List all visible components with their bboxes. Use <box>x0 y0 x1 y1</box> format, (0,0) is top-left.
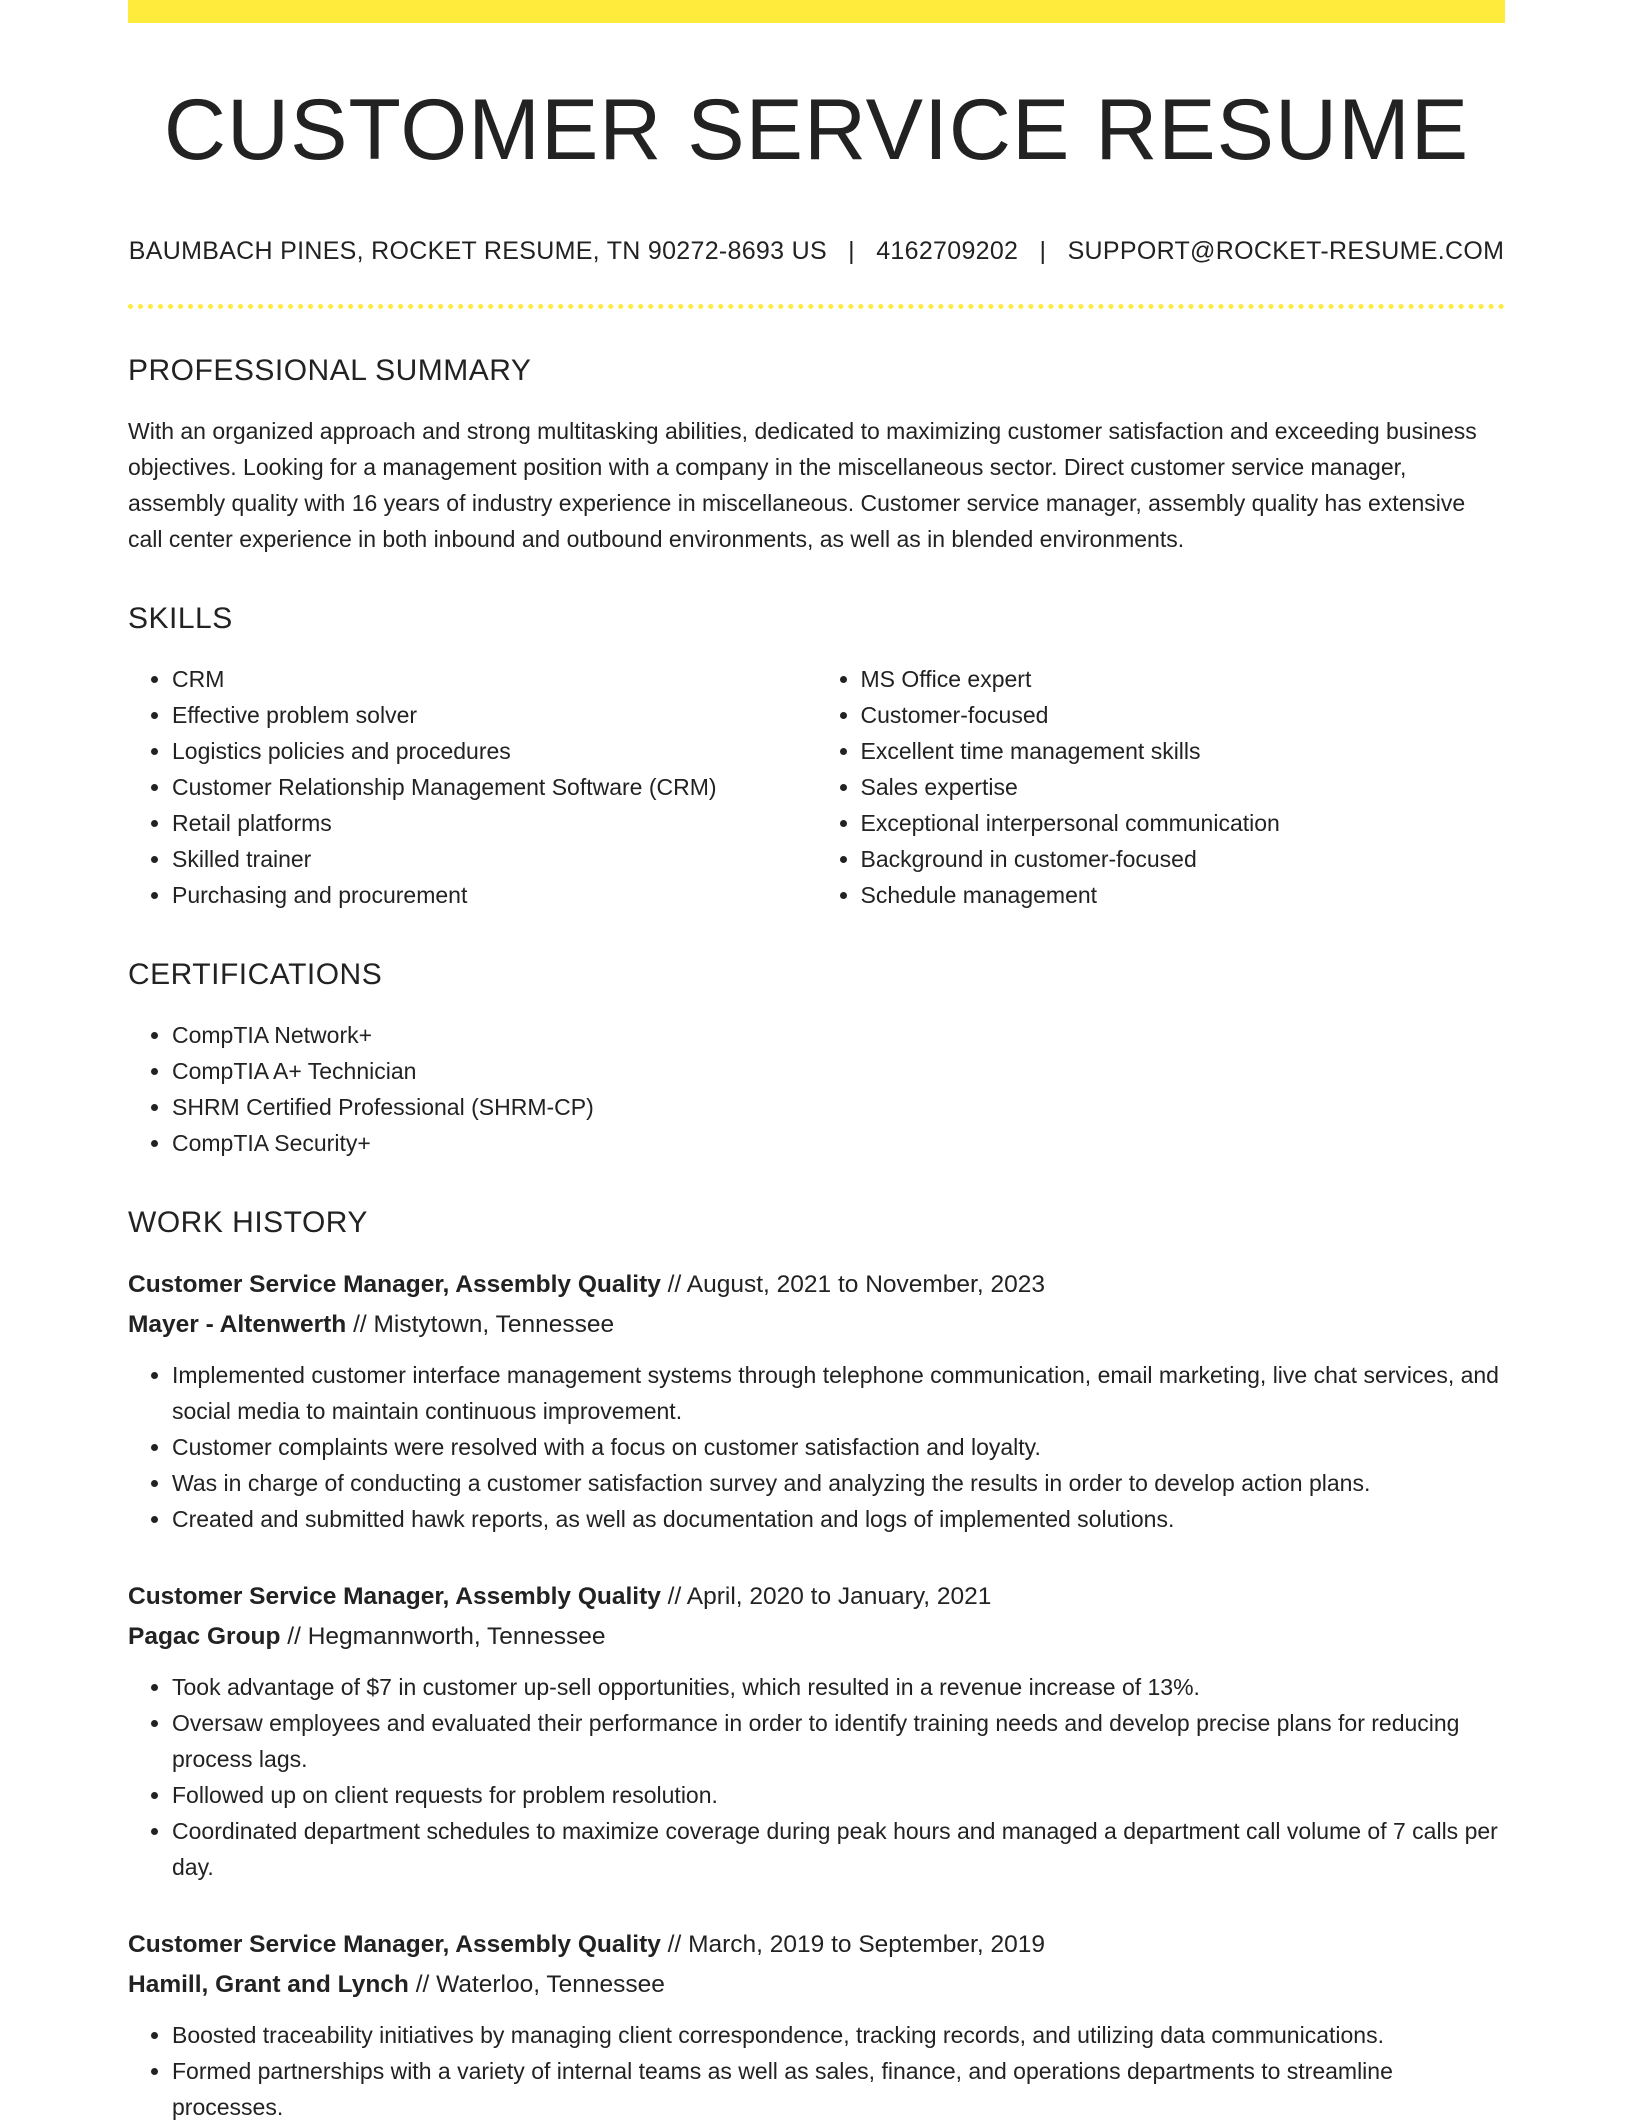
contact-separator: | <box>848 236 855 265</box>
top-accent-bar <box>128 0 1505 23</box>
job-dates: // April, 2020 to January, 2021 <box>660 1582 992 1610</box>
job-title-line <box>128 1577 1505 1617</box>
job-bullets <box>128 2017 1505 2125</box>
job-bullets <box>128 1669 1505 1885</box>
skill-item: • Sales expertise <box>861 769 1506 805</box>
job-bullets <box>128 1357 1505 1537</box>
job-bullet: • Formed partnerships with a variety of internal teams as well as sales, finance, and operations departments to streamline processes. <box>172 2053 1505 2125</box>
dotted-divider <box>128 304 1505 309</box>
skills-list-right <box>817 661 1506 913</box>
job-location: // Hegmannworth, Tennessee <box>280 1622 606 1650</box>
skill-item: • Skilled trainer <box>172 841 817 877</box>
skill-item: • CRM <box>172 661 817 697</box>
summary-text: With an organized approach and strong multitasking abilities, dedicated to maximizing customer satisfaction and exceeding business objectives. Looking for a management position with a company in the miscellaneous sector. Direct customer service manager, assembly quality with 16 years of industry experience in miscellaneous. Customer service manager, assembly quality has extensive call center experience in both inbound and outbound environments, as well as in blended environments. <box>128 417 1477 552</box>
job-bullet: • Oversaw employees and evaluated their performance in order to identify training needs and develop precise plans for reducing process lags. <box>172 1705 1505 1777</box>
job-bullet: • Was in charge of conducting a customer satisfaction survey and analyzing the results in order to develop action plans. <box>172 1465 1505 1501</box>
job-bullet: • Implemented customer interface management systems through telephone communication, email marketing, live chat services, and social media to maintain continuous improvement. <box>172 1357 1505 1429</box>
resume-title: CUSTOMER SERVICE RESUME <box>163 82 1470 178</box>
certification-item: • CompTIA A+ Technician <box>172 1053 1505 1089</box>
certifications-heading: CERTIFICATIONS <box>128 957 383 991</box>
skills-columns <box>128 661 1505 913</box>
skill-item: • Effective problem solver <box>172 697 817 733</box>
job-title: Customer Service Manager, Assembly Quality <box>128 1270 661 1298</box>
job-bullet: • Coordinated department schedules to maximize coverage during peak hours and managed a department call volume of 7 calls per day. <box>172 1813 1505 1885</box>
job-company: Pagac Group <box>128 1622 281 1650</box>
skills-list-left <box>128 661 817 913</box>
certification-item: • CompTIA Network+ <box>172 1017 1505 1053</box>
job-bullet: • Boosted traceability initiatives by managing client correspondence, tracking records, and utilizing data communications. <box>172 2017 1505 2053</box>
contact-line <box>128 236 1505 266</box>
job-company-line <box>128 1305 1505 1345</box>
contact-separator: | <box>1039 236 1047 265</box>
work-history-heading: WORK HISTORY <box>128 1205 368 1239</box>
skill-item: • MS Office expert <box>861 661 1506 697</box>
job-title: Customer Service Manager, Assembly Quality <box>128 1930 661 1958</box>
job-entry <box>128 1265 1505 1537</box>
skill-item: • Exceptional interpersonal communication <box>861 805 1506 841</box>
job-bullet: • Took advantage of $7 in customer up-sell opportunities, which resulted in a revenue increase of 13%. <box>172 1669 1505 1705</box>
skill-item: • Customer-focused <box>861 697 1506 733</box>
skill-item: • Schedule management <box>861 877 1506 913</box>
job-company-line <box>128 1617 1505 1657</box>
contact-phone: 4162709202 <box>876 236 1019 265</box>
job-company: Hamill, Grant and Lynch <box>128 1970 409 1998</box>
job-company: Mayer - Altenwerth <box>128 1310 347 1338</box>
job-bullet: • Customer complaints were resolved with a focus on customer satisfaction and loyalty. <box>172 1429 1505 1465</box>
certification-item: • SHRM Certified Professional (SHRM-CP) <box>172 1089 1505 1125</box>
contact-address: BAUMBACH PINES, ROCKET RESUME, TN 90272-8693 US <box>128 236 827 265</box>
certification-item: • CompTIA Security+ <box>172 1125 1505 1161</box>
job-location: // Waterloo, Tennessee <box>408 1970 665 1998</box>
summary-heading: PROFESSIONAL SUMMARY <box>128 353 532 387</box>
skill-item: • Background in customer-focused <box>861 841 1506 877</box>
job-entry <box>128 1925 1505 2125</box>
skill-item: • Excellent time management skills <box>861 733 1506 769</box>
skills-heading: SKILLS <box>128 601 233 635</box>
skill-item: • Retail platforms <box>172 805 817 841</box>
job-dates: // March, 2019 to September, 2019 <box>660 1930 1045 1958</box>
skill-item: • Logistics policies and procedures <box>172 733 817 769</box>
job-title-line <box>128 1925 1505 1965</box>
job-bullet: • Followed up on client requests for problem resolution. <box>172 1777 1505 1813</box>
skill-item: • Purchasing and procurement <box>172 877 817 913</box>
certifications-list <box>128 1017 1505 1161</box>
contact-email[interactable]: SUPPORT@ROCKET-RESUME.COM <box>1067 236 1505 265</box>
job-entry <box>128 1577 1505 1885</box>
work-history-list <box>128 1265 1505 2125</box>
skill-item: • Customer Relationship Management Software (CRM) <box>172 769 817 805</box>
job-bullet: • Created and submitted hawk reports, as well as documentation and logs of implemented solutions. <box>172 1501 1505 1537</box>
resume-page <box>128 0 1505 2125</box>
job-company-line <box>128 1965 1505 2005</box>
job-location: // Mistytown, Tennessee <box>346 1310 615 1338</box>
job-dates: // August, 2021 to November, 2023 <box>660 1270 1045 1298</box>
job-title-line <box>128 1265 1505 1305</box>
job-title: Customer Service Manager, Assembly Quality <box>128 1582 661 1610</box>
